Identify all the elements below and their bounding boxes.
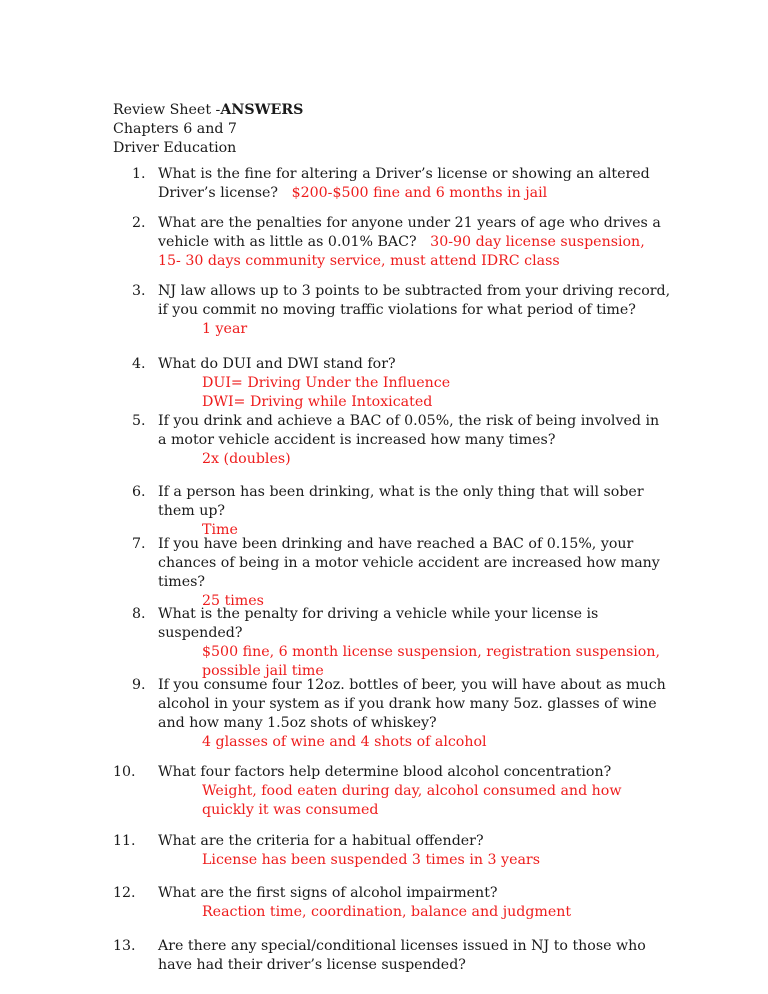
answer-text: Reaction time, coordination, balance and judgment xyxy=(202,904,572,920)
question-number: 4. xyxy=(132,356,146,372)
question-number: 13. xyxy=(113,938,136,954)
question-number: 2. xyxy=(132,215,146,231)
question-item xyxy=(132,282,672,339)
answer-text: Time xyxy=(202,522,238,538)
answer-text: DWI= Driving while Intoxicated xyxy=(202,394,433,410)
question-text: Are there any special/conditional licenses issued in NJ to those who have had their driver’s license suspended? xyxy=(158,938,646,973)
question-text: What four factors help determine blood alcohol concentration? xyxy=(158,764,612,780)
answer-text: 2x (doubles) xyxy=(202,451,291,467)
document-header xyxy=(113,101,303,158)
question-number: 6. xyxy=(132,484,146,500)
answer-text: License has been suspended 3 times in 3 years xyxy=(202,852,540,868)
question-number: 9. xyxy=(132,677,146,693)
answer-text: 4 glasses of wine and 4 shots of alcohol xyxy=(202,734,487,750)
answer-text: DUI= Driving Under the Influence xyxy=(202,375,451,391)
question-number: 10. xyxy=(113,764,136,780)
question-number: 12. xyxy=(113,885,136,901)
answer-text: 30-90 day license suspension, 15- 30 days community service, must attend IDRC class xyxy=(158,234,645,269)
question-item xyxy=(132,412,672,469)
question-text: If a person has been drinking, what is the only thing that will sober them up? xyxy=(158,484,644,519)
question-number: 8. xyxy=(132,606,146,622)
question-number: 11. xyxy=(113,833,136,849)
question-item xyxy=(132,355,672,412)
question-text: If you drink and achieve a BAC of 0.05%, the risk of being involved in a motor vehicle accident is increased how many times? xyxy=(158,413,660,448)
question-text: If you have been drinking and have reached a BAC of 0.15%, your chances of being in a motor vehicle accident are increased how many times? xyxy=(158,536,660,590)
question-text: What is the penalty for driving a vehicle while your license is suspended? xyxy=(158,606,599,641)
answer-text: Weight, food eaten during day, alcohol consumed and how quickly it was consumed xyxy=(202,783,622,818)
question-item xyxy=(113,832,672,870)
question-item xyxy=(113,884,672,922)
answer-text: $200-$500 fine and 6 months in jail xyxy=(291,185,548,201)
question-text: NJ law allows up to 3 points to be subtracted from your driving record, if you commit no moving traffic violations for what period of time? xyxy=(158,283,671,318)
question-number: 3. xyxy=(132,283,146,299)
question-text: What do DUI and DWI stand for? xyxy=(158,356,396,372)
question-number: 5. xyxy=(132,413,146,429)
question-item xyxy=(132,605,672,681)
answer-text: 25 times xyxy=(202,593,264,609)
answers-label: ANSWERS xyxy=(220,102,304,118)
document-title: Review Sheet -ANSWERS xyxy=(113,102,304,118)
question-item xyxy=(113,763,672,820)
question-item xyxy=(132,214,672,271)
question-text: What are the criteria for a habitual offender? xyxy=(158,833,484,849)
answer-text: $500 fine, 6 month license suspension, registration suspension, possible jail time xyxy=(202,644,660,679)
question-text: What are the first signs of alcohol impairment? xyxy=(158,885,498,901)
question-item xyxy=(132,165,672,203)
question-text: If you consume four 12oz. bottles of beer, you will have about as much alcohol in your system as if you drank how many 5oz. glasses of wine and how many 1.5oz shots of whiskey? xyxy=(158,677,666,731)
question-number: 7. xyxy=(132,536,146,552)
question-item xyxy=(132,483,672,540)
chapters-line: Chapters 6 and 7 xyxy=(113,121,237,137)
question-text: What is the fine for altering a Driver’s license or showing an altered Driver’s license? xyxy=(158,166,650,201)
course-line: Driver Education xyxy=(113,140,237,156)
question-text: What are the penalties for anyone under 21 years of age who drives a vehicle with as little as 0.01% BAC? xyxy=(158,215,661,250)
question-number: 1. xyxy=(132,166,146,182)
question-item xyxy=(132,535,672,611)
answer-text: 1 year xyxy=(202,321,248,337)
question-item xyxy=(132,676,672,752)
question-item xyxy=(113,937,672,975)
